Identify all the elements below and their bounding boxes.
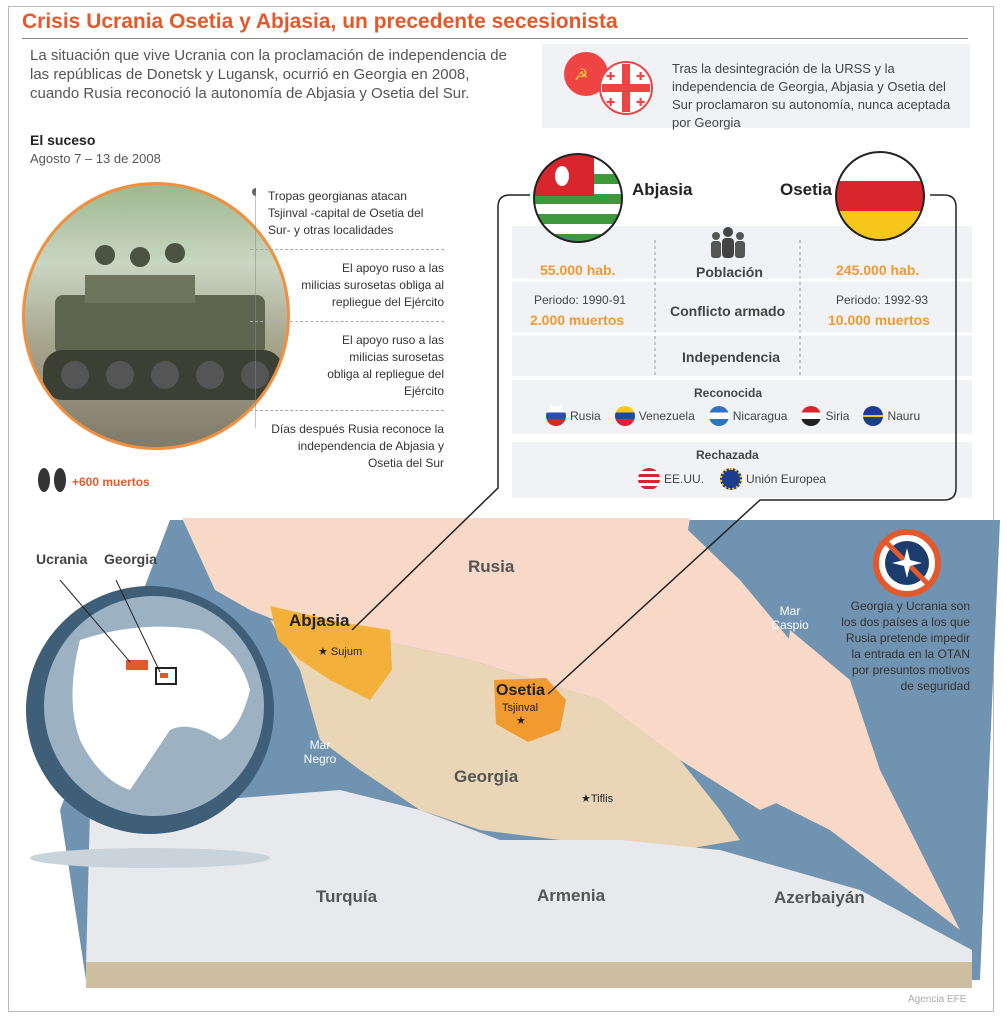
timeline-item: Días después Rusia reconoce la independencia de Abjasia y Osetia del Sur	[271, 422, 444, 470]
timeline-item: Tropas georgianas atacan Tsjinval -capital de Osetia del Sur- y otras localidades	[250, 188, 444, 250]
country-name: EE.UU.	[664, 472, 705, 486]
city-tiflis: ★Tiflis	[581, 793, 614, 805]
nato-note: Georgia y Ucrania son los dos países a los que Rusia pretende impedir la entrada en la OTAN por presuntos motivos de seguridad	[841, 599, 970, 693]
country-nauru	[863, 406, 920, 426]
country-syria	[801, 406, 849, 426]
svg-text:✚: ✚	[636, 97, 646, 109]
country-russia	[546, 406, 601, 426]
map-label-abjasia: Abjasia	[289, 611, 350, 630]
country-name: Venezuela	[638, 409, 695, 423]
city-sujum: ★ Sujum	[318, 646, 363, 658]
osetia-population: 245.000 hab.	[836, 262, 920, 278]
venezuela-flag-icon	[615, 406, 635, 426]
country-nicaragua	[709, 406, 788, 426]
timeline-item: El apoyo ruso a las milicias surosetas obliga al repliegue del Ejército	[250, 332, 444, 411]
abjasia-population: 55.000 hab.	[540, 262, 616, 278]
map-label-azerbaijan: Azerbaiyán	[774, 888, 865, 907]
country-name: Nauru	[887, 409, 921, 423]
recognized-heading: Reconocida	[694, 386, 763, 400]
deaths-total: +600 muertos	[72, 475, 150, 489]
syria-flag-icon	[801, 406, 821, 426]
country-name: Siria	[825, 409, 850, 423]
osetia-period: Periodo: 1992-93	[836, 293, 929, 307]
map-label-osetia: Osetia	[496, 682, 545, 699]
row-population: Población	[696, 264, 763, 280]
map-base-edge	[86, 962, 972, 988]
map-label-caspian: Mar Caspio	[771, 604, 809, 632]
page-title: Crisis Ucrania Osetia y Abjasia, un precedente secesionista	[22, 10, 618, 33]
globe	[20, 580, 290, 880]
country-venezuela	[615, 406, 695, 426]
eu-flag-icon	[720, 468, 742, 490]
credit: Agencia EFE	[908, 994, 967, 1005]
nicaragua-flag-icon	[709, 406, 729, 426]
country-eu	[720, 468, 826, 490]
footprints-icon	[34, 462, 70, 496]
city-tsjinval-star: ★	[516, 715, 526, 727]
nato-icon	[872, 528, 942, 598]
country-name: Nicaragua	[732, 409, 788, 423]
map-label-turkey: Turquía	[316, 887, 378, 906]
osetia-flag-icon	[832, 148, 930, 246]
suceso-heading: El suceso	[30, 132, 96, 148]
intro-text: La situación que vive Ucrania con la proclamación de independencia de las repúblicas de Donetsk y Lugansk, ocurrió en Georgia en 2008, cuando Rusia reconoció la autonomía de Abjasia y Osetia del Sur.	[30, 47, 507, 102]
recognized-list	[546, 406, 920, 426]
panel-dividers	[512, 240, 972, 380]
abjasia-period: Periodo: 1990-91	[534, 293, 627, 307]
map-label-black-sea: Mar Negro	[303, 738, 337, 766]
osetia-deaths: 10.000 muertos	[828, 312, 930, 328]
nauru-flag-icon	[863, 406, 883, 426]
svg-text:☭: ☭	[574, 65, 589, 84]
abjasia-flag-icon	[530, 150, 630, 246]
urss-note: Tras la desintegración de la URSS y la independencia de Georgia, Abjasia y Osetia del Sur proclamaron su autonomía, nunca aceptada por Georgia	[672, 61, 951, 130]
abjasia-deaths: 2.000 muertos	[530, 312, 625, 328]
globe-label-ukraine: Ucrania	[36, 551, 88, 567]
title-rule	[22, 38, 968, 39]
globe-label-georgia: Georgia	[104, 551, 157, 567]
svg-text:✚: ✚	[606, 97, 616, 109]
map-label-russia: Rusia	[468, 557, 515, 576]
svg-text:✚: ✚	[606, 71, 616, 83]
usa-flag-icon	[638, 468, 660, 490]
country-name: Rusia	[570, 409, 601, 423]
row-independence: Independencia	[682, 349, 781, 365]
map-label-armenia: Armenia	[537, 886, 606, 905]
flags-illustration	[560, 48, 660, 122]
country-name: Unión Europea	[746, 472, 827, 486]
rejected-heading: Rechazada	[696, 448, 759, 462]
timeline	[250, 188, 444, 492]
svg-text:✚: ✚	[636, 71, 646, 83]
rejected-list	[638, 468, 826, 490]
osetia-name: Osetia	[780, 180, 832, 199]
row-conflict: Conflicto armado	[670, 303, 786, 319]
russia-flag-icon	[546, 406, 566, 426]
city-tsjinval: Tsjinval	[502, 702, 539, 714]
abjasia-name: Abjasia	[632, 180, 693, 199]
country-usa	[638, 468, 704, 490]
map-label-georgia: Georgia	[454, 767, 519, 786]
timeline-item: El apoyo ruso a las milicias surosetas obliga al repliegue del Ejército	[250, 260, 444, 322]
suceso-date: Agosto 7 – 13 de 2008	[30, 151, 161, 166]
